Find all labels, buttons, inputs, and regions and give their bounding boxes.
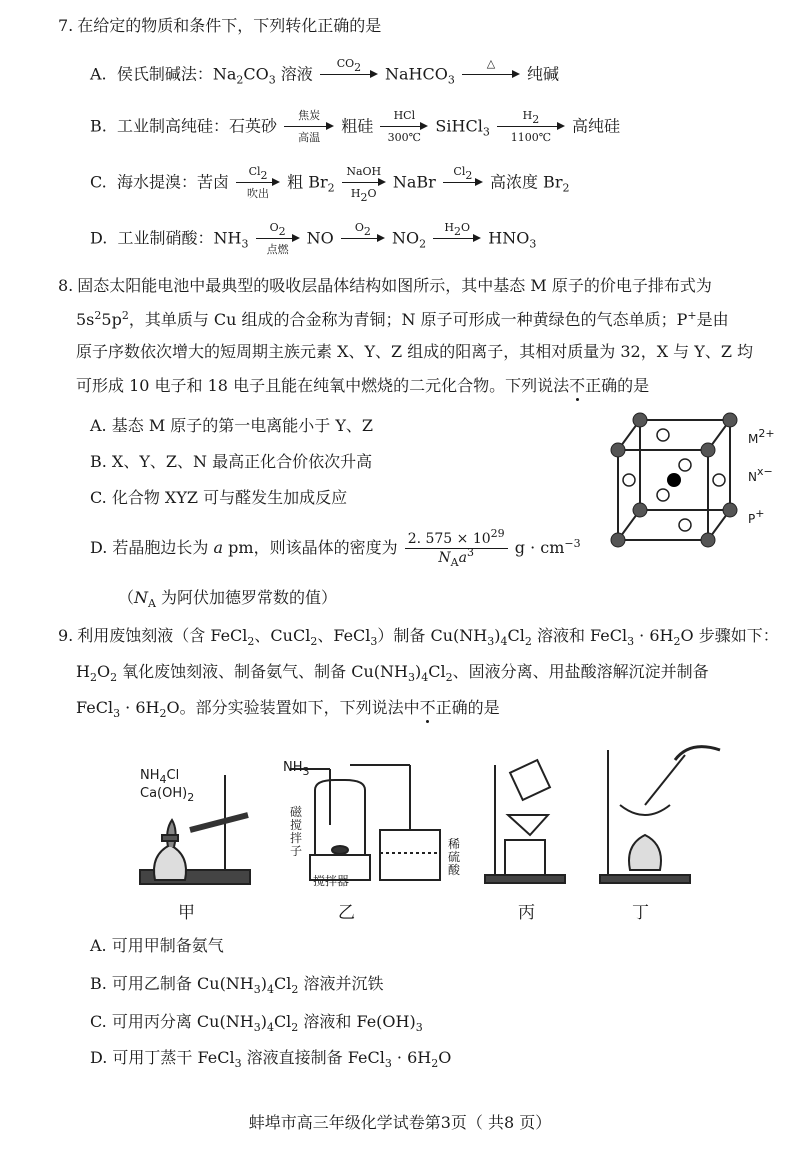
q7-number: 7. — [58, 16, 74, 35]
reaction-arrow: HCl 300℃ — [380, 110, 428, 144]
q9-option-c: C. 可用丙分离 $Cu(NH_3)_4Cl_2$ 溶液和 $Fe(OH)_3$ — [90, 1012, 423, 1034]
q8-note: （$N_A$ 为阿伏加德罗常数的值） — [118, 588, 338, 610]
apparatus-bing — [485, 760, 565, 883]
density-fraction: $\frac{2. 575 \times 10^{29}}{N_Aa^3}$ — [405, 530, 508, 567]
label-bing: 丙 — [518, 903, 535, 923]
reaction-arrow: $Cl_2$ 吹出 — [236, 166, 280, 200]
q8-stem-line-2: $5s^25p^2$，其单质与 Cu 组成的合金称为青铜；N 原子可形成一种黄绿色的气态单质；P+是由 — [76, 309, 729, 329]
q8-stem-line-3: 原子序数依次增大的短周期主族元素 X、Y、Z 组成的阳离子，其相对质量为 32，X 与 Y、Z 均 — [76, 342, 754, 361]
apparatus-ding — [600, 747, 720, 883]
p-ion-atom — [667, 473, 681, 487]
q7-option-d: D. 工业制硝酸：$NH_3$ $O_2$ 点燃 NO $O_2$ $NO_2$ $H_2O$ $HNO_3$ — [90, 221, 537, 256]
reaction-arrow: $O_2$ 点燃 — [256, 222, 300, 256]
label-stirrer: 搅拌器 — [313, 874, 350, 888]
q9-stem-line-1: 9. 利用废蚀刻液（含 FeCl$_2$、CuCl$_2$、FeCl$_3$）制备 $Cu(NH_3)_4Cl_2$ 溶液和 FeCl$_3$ · $6H_2O$ 步骤如下： — [58, 626, 779, 648]
q9-option-d: D. 可用丁蒸干 FeCl$_3$ 溶液直接制备 FeCl$_3$ · $6H_2O$ — [90, 1048, 452, 1070]
emphasis-dot-text: 不 — [569, 376, 586, 395]
q8-stem-line-1: 8. 固态太阳能电池中最典型的吸收层晶体结构如图所示，其中基态 M 原子的价电子排布式为 — [58, 274, 712, 298]
reaction-arrow: △ — [462, 58, 520, 92]
reaction-arrow: NaOH $H_2O$ — [342, 166, 386, 200]
q9-option-a: A. 可用甲制备氨气 — [90, 936, 224, 955]
q9-stem-line-2: $H_2O_2$ 氧化废蚀刻液、制备氨气、制备 $Cu(NH_3)_4Cl_2$、固液分离、用盐酸溶解沉淀并制备 — [76, 662, 709, 684]
label-nh3: $NH_3$ — [283, 760, 310, 778]
q8-option-b: B. X、Y、Z、N 最高正化合价依次升高 — [90, 452, 373, 471]
q8-stem-line-4: 可形成 10 电子和 18 电子且能在纯氧中燃烧的二元化合物。下列说法不正确的是 — [76, 376, 650, 395]
page-footer: 蚌埠市高三年级化学试卷第3页（ 共8 页） — [248, 1113, 552, 1132]
reaction-arrow: $Cl_2$ — [443, 166, 483, 200]
q7-stem: 7. 在给定的物质和条件下，下列转化正确的是 — [58, 14, 381, 38]
label-dilute-acid: 稀硫酸 — [448, 837, 461, 877]
legend-p: P+ — [748, 507, 765, 526]
q8-option-c: C. 化合物 XYZ 可与醛发生加成反应 — [90, 488, 348, 507]
label-jia: 甲 — [178, 903, 195, 923]
legend-n: $N^{x-}$ — [748, 465, 773, 484]
q8-number: 8. — [58, 276, 74, 295]
q7-option-a: A. 侯氏制碱法：$Na_2CO_3$ 溶液 $CO_2$ NaHCO$_3$ △ 纯碱 — [90, 58, 559, 92]
q9-stem-line-3: FeCl$_3$ · $6H_2O$。部分实验装置如下，下列说法中不正确的是 — [76, 698, 500, 720]
label-ding: 丁 — [632, 903, 649, 923]
reaction-arrow: $CO_2$ — [320, 58, 378, 92]
q8-option-a: A. 基态 M 原子的第一电离能小于 Y、Z — [90, 416, 374, 435]
reaction-arrow: 焦炭 高温 — [284, 110, 334, 144]
reaction-arrow: $O_2$ — [341, 222, 385, 256]
q9-option-b: B. 可用乙制备 $Cu(NH_3)_4Cl_2$ 溶液并沉铁 — [90, 974, 384, 996]
emphasis-dot-text: 不 — [419, 698, 436, 717]
label-yi: 乙 — [338, 903, 355, 923]
q7-option-c: C. 海水提溴：苦卤 $Cl_2$ 吹出 粗 $Br_2$ NaOH $H_2O$ NaBr $Cl_2$ 高浓度 $Br_2$ — [90, 165, 570, 204]
label-caoh2: $Ca(OH)_2$ — [140, 786, 195, 804]
legend-m: $M^{2+}$ — [748, 427, 775, 446]
apparatus-yi — [290, 765, 440, 880]
apparatus-figure — [130, 735, 730, 895]
q8-option-d: D. 若晶胞边长为 a pm，则该晶体的密度为 $\frac{2. 575 \times 10^{29}}{N_Aa^3}$ $g \cdot cm^{-3}$ — [90, 527, 581, 569]
reaction-arrow: $H_2O$ — [433, 222, 481, 256]
q7-option-b: B. 工业制高纯硅：石英砂 焦炭 高温 粗硅 HCl 300℃ SiHCl$_3$ $\frac{H_2}{1100℃}$ 高纯硅 — [90, 109, 621, 144]
label-nh4cl: $NH_4Cl$ — [140, 768, 180, 786]
label-stir-bar: 磁搅拌子 — [290, 805, 303, 858]
q9-number: 9. — [58, 626, 74, 645]
reaction-arrow: $\frac{H_2}{1100℃}$ — [497, 110, 565, 144]
